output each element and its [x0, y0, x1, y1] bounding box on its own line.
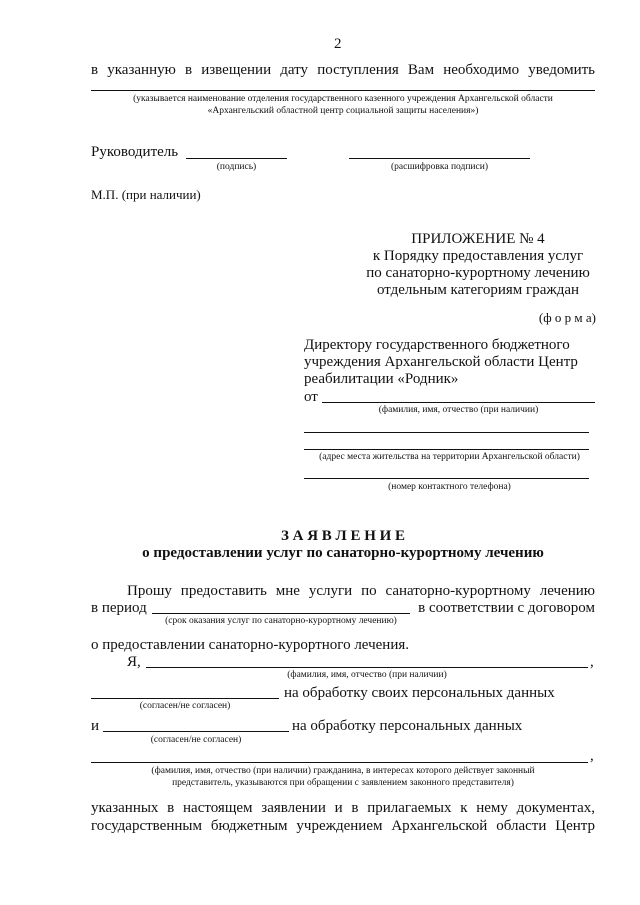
from-label: от: [304, 389, 318, 405]
consent1-line: [91, 698, 279, 699]
request-line-1: Прошу предоставить мне услуги по санаторно-курортному лечению: [127, 583, 595, 599]
org-name-caption-2: «Архангельский областной центр социальной защиты населения»): [207, 106, 479, 116]
ya-fio-caption: (фамилия, имя, отчество (при наличии): [287, 670, 447, 680]
addressee-line-2: учреждения Архангельской области Центр: [304, 354, 578, 370]
consent1-text: на обработку своих персональных данных: [284, 685, 555, 701]
represented-caption-1: (фамилия, имя, отчество (при наличии) гражданина, в интересах которого действует законный: [151, 766, 535, 776]
period-line: [152, 613, 410, 614]
closing-line-1: указанных в настоящем заявлении и в прилагаемых к нему документах,: [91, 800, 595, 816]
signature-caption: (подпись): [216, 162, 257, 172]
applicant-fio-caption: (фамилия, имя, отчество (при наличии): [378, 405, 539, 415]
statement-title: З А Я В Л Е Н И Е: [280, 528, 406, 544]
contract-label: в соответствии с договором: [418, 600, 595, 616]
ya-fio-line: [146, 667, 588, 668]
appendix-line-1: к Порядку предоставления услуг: [372, 248, 584, 264]
consent1-caption: (согласен/не согласен): [139, 701, 231, 711]
ya-label: Я,: [127, 654, 141, 670]
applicant-fio-line: [322, 402, 595, 403]
head-label: Руководитель: [91, 144, 179, 160]
represented-comma: ,: [590, 748, 594, 764]
represented-caption-2: представитель, указываются при обращении с заявлением законного представителя): [172, 778, 514, 788]
page-number: 2: [334, 36, 342, 52]
signature-decode-line: [349, 158, 530, 159]
consent2-text: на обработку персональных данных: [292, 718, 523, 734]
phone-line: [304, 478, 589, 479]
represented-fio-line: [91, 762, 588, 763]
addressee-line-3: реабилитации «Родник»: [304, 371, 459, 387]
appendix-line-3: отдельным категориям граждан: [376, 282, 580, 298]
statement-subtitle: о предоставлении услуг по санаторно-курортному лечению: [142, 545, 544, 561]
appendix-title: ПРИЛОЖЕНИЕ № 4: [411, 231, 545, 247]
ya-comma: ,: [590, 654, 594, 670]
closing-line-2: государственным бюджетным учреждением Архангельской области Центр: [91, 818, 595, 834]
period-label: в период: [91, 600, 147, 616]
form-label: (ф о р м а): [538, 310, 596, 325]
period-caption: (срок оказания услуг по санаторно-курортному лечению): [165, 616, 397, 626]
and-label: и: [91, 718, 100, 734]
request-line-3: о предоставлении санаторно-курортного лечения.: [91, 637, 409, 653]
top-line-text: в указанную в извещении дату поступления Вам необходимо уведомить: [91, 62, 595, 78]
phone-caption: (номер контактного телефона): [388, 482, 511, 492]
address-caption: (адрес места жительства на территории Архангельской области): [319, 452, 580, 462]
org-name-caption-1: (указывается наименование отделения государственного казенного учреждения Архангельской области: [133, 94, 553, 104]
addressee-line-1: Директору государственного бюджетного: [304, 337, 570, 353]
appendix-line-2: по санаторно-курортному лечению: [366, 265, 590, 281]
consent2-caption: (согласен/не согласен): [150, 735, 242, 745]
signature-line: [186, 158, 287, 159]
org-name-line: [91, 90, 595, 91]
consent2-line: [103, 731, 289, 732]
address-line-1: [304, 432, 589, 433]
signature-decode-caption: (расшифровка подписи): [391, 162, 488, 172]
address-line-2: [304, 449, 589, 450]
stamp-label: М.П. (при наличии): [91, 187, 201, 202]
